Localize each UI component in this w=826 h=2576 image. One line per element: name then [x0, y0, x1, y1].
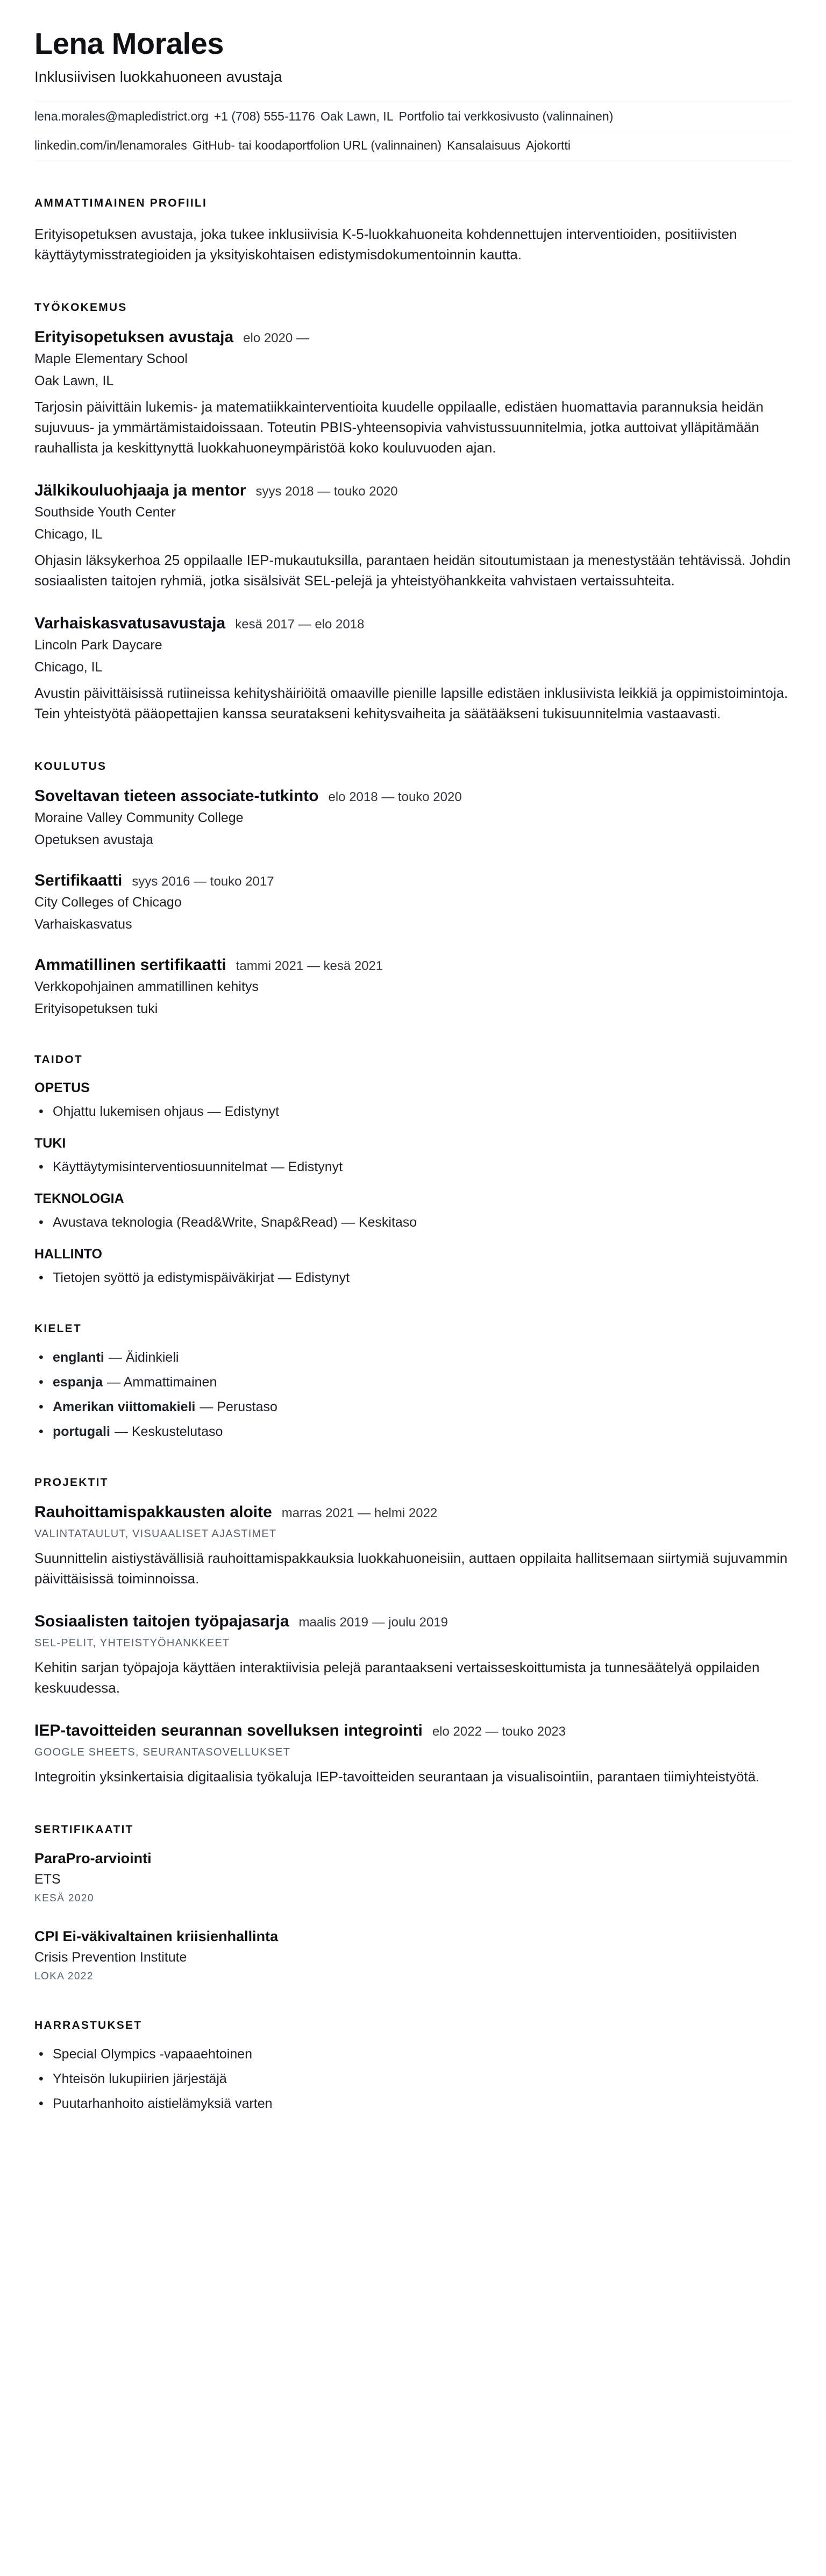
contact-info	[34, 102, 792, 160]
certification-entry	[34, 1928, 792, 1983]
job-location: Chicago, IL	[34, 660, 103, 675]
education-entry	[34, 787, 792, 848]
job-company: Southside Youth Center	[34, 505, 176, 520]
experience-entry-header	[34, 482, 792, 500]
skill-group-title: TEKNOLOGIA	[34, 1191, 124, 1206]
education-entry	[34, 956, 792, 1017]
language-level: — Ammattimainen	[107, 1375, 217, 1390]
degree-dates: elo 2018 — touko 2020	[328, 790, 462, 804]
hobby-list	[34, 2046, 792, 2112]
job-dates: elo 2020 —	[243, 331, 309, 345]
list-item: • Avustava teknologia (Read&Write, Snap&Read) — Keskitaso	[34, 1214, 792, 1230]
education-entry-header	[34, 787, 792, 805]
project-entry	[34, 1612, 792, 1698]
section-certifications	[34, 1823, 792, 1983]
project-title: Rauhoittamispakkausten aloite	[34, 1503, 272, 1521]
language-level: — Perustaso	[200, 1399, 277, 1414]
person-headline: Inklusiivisen luokkahuoneen avustaja	[34, 68, 282, 85]
list-item: • Ohjattu lukemisen ohjaus — Edistynyt	[34, 1103, 792, 1120]
section-heading-languages: KIELET	[34, 1322, 82, 1335]
degree-detail: Erityisopetuksen tuki	[34, 1001, 158, 1016]
list-item: • Tietojen syöttö ja edistymispäiväkirjat — Edistynyt	[34, 1270, 792, 1286]
skill-group	[34, 1080, 792, 1120]
contact-license: Ajokortti	[525, 138, 571, 152]
project-entry	[34, 1503, 792, 1589]
certification-date: LOKA 2022	[34, 1971, 94, 1982]
skill-list	[34, 1270, 792, 1286]
section-heading-skills: TAIDOT	[34, 1053, 83, 1066]
experience-entry	[34, 328, 792, 458]
project-keywords: VALINTATAULUT, VISUAALISET AJASTIMET	[34, 1528, 277, 1540]
education-entry-header	[34, 956, 792, 974]
experience-entry	[34, 614, 792, 724]
job-company: Maple Elementary School	[34, 351, 188, 366]
list-item	[34, 1424, 792, 1440]
section-heading-hobbies: HARRASTUKSET	[34, 2019, 143, 2032]
degree-dates: tammi 2021 — kesä 2021	[236, 959, 383, 973]
section-heading-certifications: SERTIFIKAATIT	[34, 1823, 134, 1836]
job-location: Chicago, IL	[34, 527, 103, 542]
contact-location: Oak Lawn, IL	[320, 109, 394, 123]
experience-entry-header	[34, 328, 792, 346]
resume-header	[34, 26, 792, 160]
degree-title: Soveltavan tieteen associate-tutkinto	[34, 787, 319, 805]
contact-github: GitHub- tai koodaportfolion URL (valinnainen)	[192, 138, 442, 152]
language-name: Amerikan viittomakieli	[53, 1399, 196, 1414]
section-heading-profile: AMMATTIMAINEN PROFIILI	[34, 197, 207, 209]
certification-date: KESÄ 2020	[34, 1893, 94, 1904]
language-level: — Äidinkieli	[108, 1350, 179, 1365]
project-description: Kehitin sarjan työpajoja käyttäen interaktiivisia pelejä parantaakseni vertaisseskoittumista ja tunnesäätelyä oppilaiden keskuudessa.	[34, 1659, 760, 1696]
certification-issuer: ETS	[34, 1872, 61, 1887]
contact-email: lena.morales@mapledistrict.org	[34, 109, 209, 123]
degree-detail: Opetuksen avustaja	[34, 832, 153, 847]
skill-group-title: TUKI	[34, 1136, 66, 1151]
contact-phone: +1 (708) 555-1176	[213, 109, 315, 123]
project-title: IEP-tavoitteiden seurannan sovelluksen integrointi	[34, 1722, 423, 1739]
profile-text: Erityisopetuksen avustaja, joka tukee inklusiivisia K-5-luokkahuoneita kohdennettujen interventioiden, positiivisten käyttäytymisstrategioiden ja yksityiskohtaisen edistymisdokumentoinnin kautta.	[34, 226, 737, 263]
list-item: • Yhteisön lukupiirien järjestäjä	[34, 2071, 792, 2087]
language-list	[34, 1349, 792, 1440]
job-title: Jälkikouluohjaaja ja mentor	[34, 482, 246, 499]
contact-row-1	[34, 102, 792, 131]
contact-portfolio: Portfolio tai verkkosivusto (valinnainen)	[398, 109, 614, 123]
list-item	[34, 1399, 792, 1415]
certification-entry	[34, 1850, 792, 1905]
project-entry-header	[34, 1612, 792, 1631]
language-name: portugali	[53, 1424, 110, 1439]
certification-title: CPI Ei-väkivaltainen kriisienhallinta	[34, 1928, 279, 1944]
job-company: Lincoln Park Daycare	[34, 638, 162, 653]
school-name: City Colleges of Chicago	[34, 895, 182, 910]
list-item	[34, 1349, 792, 1365]
section-hobbies	[34, 2019, 792, 2112]
list-item: • Puutarhanhoito aistielämyksiä varten	[34, 2096, 792, 2112]
degree-title: Ammatillinen sertifikaatti	[34, 956, 226, 974]
project-dates: maalis 2019 — joulu 2019	[298, 1615, 448, 1630]
section-skills	[34, 1053, 792, 1286]
education-entry-header	[34, 872, 792, 890]
list-item	[34, 1374, 792, 1390]
section-languages	[34, 1322, 792, 1440]
degree-title: Sertifikaatti	[34, 872, 123, 889]
language-level: — Keskustelutaso	[114, 1424, 223, 1439]
project-entry	[34, 1722, 792, 1787]
skill-list	[34, 1159, 792, 1175]
project-description: Integroitin yksinkertaisia digitaalisia työkaluja IEP-tavoitteiden seurantaan ja visualisointiin, parantaen tiimiyhteistyötä.	[34, 1768, 760, 1785]
project-keywords: SEL-PELIT, YHTEISTYÖHANKKEET	[34, 1637, 230, 1649]
skill-group-title: HALLINTO	[34, 1247, 102, 1262]
job-dates: kesä 2017 — elo 2018	[235, 617, 365, 632]
job-description: Avustin päivittäisissä rutiineissa kehityshäiriöitä omaaville pienille lapsille edistäen inklusiivista leikkiä ja oppimistoimintoja. Tein yhteistyötä pääopettajien kanssa seuratakseni kehitysvaiheita ja säätääkseni tukisuunnitelmia vastaavasti.	[34, 685, 788, 721]
school-name: Verkkopohjainen ammatillinen kehitys	[34, 979, 259, 994]
section-heading-education: KOULUTUS	[34, 760, 107, 773]
job-location: Oak Lawn, IL	[34, 373, 114, 388]
project-keywords: GOOGLE SHEETS, SEURANTASOVELLUKSET	[34, 1746, 291, 1758]
certification-title: ParaPro-arviointi	[34, 1850, 152, 1866]
contact-linkedin: linkedin.com/in/lenamorales	[34, 138, 187, 152]
job-title: Varhaiskasvatusavustaja	[34, 614, 226, 632]
experience-entry	[34, 482, 792, 591]
language-name: espanja	[53, 1375, 103, 1390]
project-entry-header	[34, 1722, 792, 1740]
section-education	[34, 760, 792, 1017]
skill-group	[34, 1191, 792, 1230]
job-description: Ohjasin läksykerhoa 25 oppilaalle IEP-mukautuksilla, parantaen heidän sitoutumistaan ja menestystään tehtävissä. Johdin sosiaalisten taitojen ryhmiä, jotka sisälsivät SEL-pelejä ja yhteistyöhankkeita vahvistaen vertaissuhteita.	[34, 552, 791, 589]
section-profile	[34, 197, 792, 265]
section-experience	[34, 301, 792, 724]
person-name: Lena Morales	[34, 26, 224, 60]
certification-issuer: Crisis Prevention Institute	[34, 1950, 187, 1965]
school-name: Moraine Valley Community College	[34, 810, 244, 825]
skill-group	[34, 1136, 792, 1175]
skill-list	[34, 1214, 792, 1230]
degree-dates: syys 2016 — touko 2017	[132, 874, 274, 889]
list-item: • Käyttäytymisinterventiosuunnitelmat — Edistynyt	[34, 1159, 792, 1175]
project-dates: marras 2021 — helmi 2022	[281, 1506, 438, 1520]
education-entry	[34, 872, 792, 932]
section-heading-projects: PROJEKTIT	[34, 1476, 109, 1489]
contact-citizenship: Kansalaisuus	[447, 138, 521, 152]
experience-entry-header	[34, 614, 792, 633]
list-item: • Special Olympics -vapaaehtoinen	[34, 2046, 792, 2062]
section-heading-experience: TYÖKOKEMUS	[34, 301, 127, 314]
skill-list	[34, 1103, 792, 1120]
skill-group	[34, 1247, 792, 1286]
job-description: Tarjosin päivittäin lukemis- ja matematiikkainterventioita kuudelle oppilaalle, edistäen huomattavia parannuksia heidän sujuvuus- ja ymmärtämistaidoissaan. Toteutin PBIS-yhteensopivia vahvistussuunnitelmia, jotka auttoivat ylläpitämään rauhallista ja keskittynyttä luokkahuoneympäristöä koko kouluvuoden ajan.	[34, 399, 764, 456]
project-entry-header	[34, 1503, 792, 1521]
language-name: englanti	[53, 1350, 104, 1365]
contact-row-2	[34, 131, 792, 160]
skill-group-title: OPETUS	[34, 1080, 90, 1095]
job-title: Erityisopetuksen avustaja	[34, 328, 234, 346]
degree-detail: Varhaiskasvatus	[34, 917, 132, 932]
section-projects	[34, 1476, 792, 1787]
project-title: Sosiaalisten taitojen työpajasarja	[34, 1612, 289, 1630]
project-description: Suunnittelin aistiystävällisiä rauhoittamispakkauksia luokkahuoneisiin, auttaen oppilaita hallitsemaan siirtymiä sujuvammin päivittäisissä toiminnoissa.	[34, 1550, 788, 1587]
project-dates: elo 2022 — touko 2023	[432, 1724, 566, 1739]
job-dates: syys 2018 — touko 2020	[255, 484, 398, 499]
